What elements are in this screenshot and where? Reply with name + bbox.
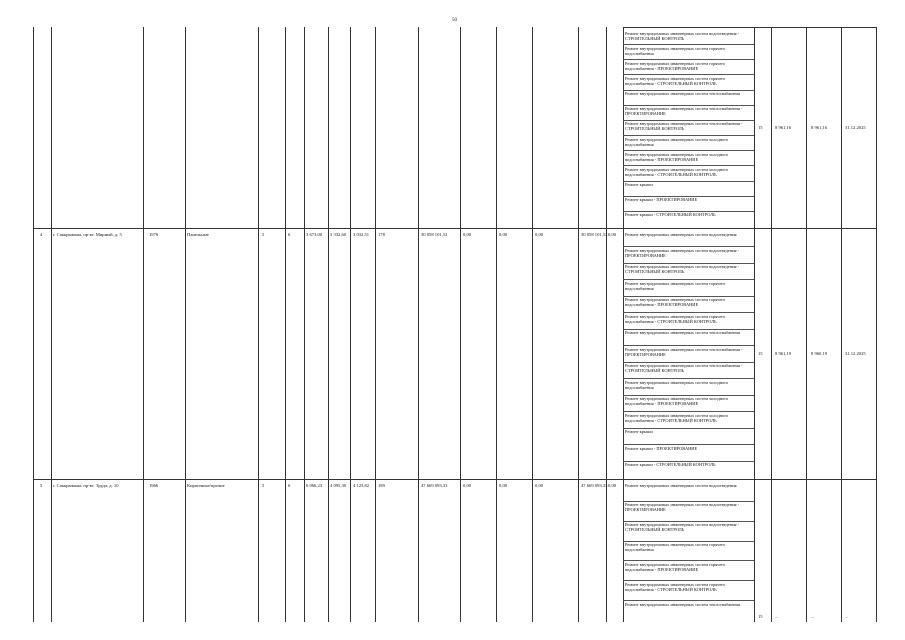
- cell-value: 0,00: [608, 483, 617, 488]
- cell-value: Кирпичные/прочие: [187, 483, 225, 488]
- row-number: 4: [40, 232, 43, 237]
- column-rule: [606, 27, 607, 622]
- cell-value: 47 669 093,33: [581, 483, 608, 488]
- work-item: Ремонт внутридомовых инженерных систем водоотведения: [625, 482, 737, 488]
- cell-value: 4 123,82: [353, 483, 370, 488]
- work-item: Ремонт внутридомовых инженерных систем холодного водоснабжения - СТРОИТЕЛЬНЫЙ КОНТРОЛЬ: [625, 166, 729, 177]
- address: г. Саккрымана, пр-кт. Мирный, д. 5: [53, 232, 122, 237]
- tail-value: 15: [758, 350, 763, 356]
- row-rule: [33, 228, 876, 229]
- cell-value: 3 673,00: [306, 232, 323, 237]
- work-item: Ремонт внутридомовых инженерных систем горячего водоснабжения - ПРОЕКТИРОВАНИЕ: [625, 297, 726, 308]
- cell-value: 6 066,23: [306, 483, 323, 488]
- column-rule: [258, 27, 259, 622]
- tail-value: 15: [758, 614, 763, 619]
- work-item: Ремонт внутридомовых инженерных систем водоотведения - СТРОИТЕЛЬНЫЙ КОНТРОЛЬ: [625, 30, 740, 41]
- column-rule: [754, 27, 755, 622]
- work-item: Ремонт внутридомовых инженерных систем горячего водоснабжения - ПРОЕКТИРОВАНИЕ: [625, 561, 726, 572]
- work-item: Ремонт крыши: [625, 182, 653, 188]
- column-rule: [841, 27, 842, 622]
- cell-value: 5: [262, 232, 265, 237]
- work-item: Ремонт крыши - СТРОИТЕЛЬНЫЙ КОНТРОЛЬ: [625, 462, 716, 468]
- work-item: Ремонт крыши - ПРОЕКТИРОВАНИЕ: [625, 445, 698, 451]
- column-rule: [33, 27, 34, 622]
- work-item: Ремонт внутридомовых инженерных систем теплоснабжения: [625, 601, 740, 607]
- work-item: Ремонт внутридомовых инженерных систем теплоснабжения - ПРОЕКТИРОВАНИЕ: [625, 346, 743, 357]
- cell-value: 178: [378, 232, 385, 237]
- work-item: Ремонт внутридомовых инженерных систем холодного водоснабжения: [625, 136, 729, 147]
- row-rule: [33, 479, 876, 480]
- work-item: Ремонт крыши - ПРОЕКТИРОВАНИЕ: [625, 197, 698, 203]
- column-rule: [375, 27, 376, 622]
- tail-value: 8 960,19: [811, 350, 828, 356]
- work-item: Ремонт крыши - СТРОИТЕЛЬНЫЙ КОНТРОЛЬ: [625, 212, 716, 218]
- tail-value: ...: [775, 614, 779, 619]
- cell-value: 6: [288, 483, 291, 488]
- column-rule: [496, 27, 497, 622]
- page-number: 50: [452, 18, 457, 23]
- column-rule: [623, 27, 624, 622]
- top-rule: [623, 27, 876, 28]
- work-item: Ремонт внутридомовых инженерных систем теплоснабжения - СТРОИТЕЛЬНЫЙ КОНТРОЛЬ: [625, 121, 743, 132]
- work-item: Ремонт внутридомовых инженерных систем теплоснабжения - ПРОЕКТИРОВАНИЕ: [625, 106, 743, 117]
- work-item: Ремонт внутридомовых инженерных систем теплоснабжения - СТРОИТЕЛЬНЫЙ КОНТРОЛЬ: [625, 363, 743, 374]
- work-item: Ремонт внутридомовых инженерных систем холодного водоснабжения - ПРОЕКТИРОВАНИЕ: [625, 396, 729, 407]
- cell-value: 1976: [149, 232, 159, 237]
- cell-value: 4 095,30: [330, 483, 347, 488]
- cell-value: 1966: [149, 483, 159, 488]
- column-rule: [876, 27, 877, 622]
- tail-value: 15: [758, 124, 763, 130]
- cell-value: 0,00: [463, 483, 472, 488]
- cell-value: 0,00: [463, 232, 472, 237]
- cell-value: 5: [262, 483, 265, 488]
- address: г. Саккрымана, пр-кт. Труда, д. 10: [53, 483, 119, 488]
- work-item: Ремонт внутридомовых инженерных систем горячего водоснабжения: [625, 280, 726, 291]
- work-item: Ремонт внутридомовых инженерных систем горячего водоснабжения: [625, 45, 726, 56]
- work-item: Ремонт внутридомовых инженерных систем холодного водоснабжения: [625, 379, 729, 390]
- column-rule: [143, 27, 144, 622]
- column-rule: [806, 27, 807, 622]
- column-rule: [328, 27, 329, 622]
- cell-value: 47 669 093,33: [421, 483, 448, 488]
- cell-value: 189: [378, 483, 385, 488]
- cell-value: 6: [288, 232, 291, 237]
- work-item: Ремонт внутридомовых инженерных систем водоотведения: [625, 231, 737, 237]
- tail-value: ...: [845, 614, 849, 619]
- work-item: Ремонт внутридомовых инженерных систем водоотведения - ПРОЕКТИРОВАНИЕ: [625, 502, 740, 513]
- column-rule: [350, 27, 351, 622]
- cell-value: 30 058 101,52: [421, 232, 448, 237]
- work-item: Ремонт внутридомовых инженерных систем водоотведения - ПРОЕКТИРОВАНИЕ: [625, 247, 740, 258]
- cell-value: 3 332,60: [330, 232, 347, 237]
- column-rule: [578, 27, 579, 622]
- work-item: Ремонт внутридомовых инженерных систем горячего водоснабжения - СТРОИТЕЛЬНЫЙ КОНТРОЛЬ: [625, 75, 726, 86]
- column-rule: [185, 27, 186, 622]
- work-item: Ремонт внутридомовых инженерных систем водоотведения - СТРОИТЕЛЬНЫЙ КОНТРОЛЬ: [625, 264, 740, 275]
- column-rule: [51, 27, 52, 622]
- tail-value: 8 961,19: [775, 350, 792, 356]
- column-rule: [532, 27, 533, 622]
- column-rule: [771, 27, 772, 622]
- cell-value: 0,00: [499, 232, 508, 237]
- work-item: Ремонт внутридомовых инженерных систем теплоснабжения: [625, 330, 740, 336]
- cell-value: 0,00: [499, 483, 508, 488]
- work-item: Ремонт внутридомовых инженерных систем холодного водоснабжения - ПРОЕКТИРОВАНИЕ: [625, 151, 729, 162]
- tail-value: 8 961,16: [775, 124, 792, 130]
- work-item: Ремонт внутридомовых инженерных систем горячего водоснабжения - СТРОИТЕЛЬНЫЙ КОНТРОЛЬ: [625, 313, 726, 324]
- cell-value: 3 032,51: [353, 232, 370, 237]
- work-item: Ремонт внутридомовых инженерных систем горячего водоснабжения - СТРОИТЕЛЬНЫЙ КОНТРОЛЬ: [625, 581, 726, 592]
- work-item: Ремонт внутридомовых инженерных систем теплоснабжения: [625, 91, 740, 97]
- column-rule: [304, 27, 305, 622]
- column-rule: [460, 27, 461, 622]
- tail-value: 31.12.2025: [845, 350, 866, 356]
- work-item: Ремонт внутридомовых инженерных систем холодного водоснабжения - СТРОИТЕЛЬНЫЙ КОНТРОЛЬ: [625, 412, 729, 423]
- column-rule: [285, 27, 286, 622]
- tail-value: ...: [811, 614, 815, 619]
- row-number: 5: [40, 483, 43, 488]
- work-item: Ремонт внутридомовых инженерных систем горячего водоснабжения - ПРОЕКТИРОВАНИЕ: [625, 60, 726, 71]
- work-item: Ремонт внутридомовых инженерных систем водоотведения - СТРОИТЕЛЬНЫЙ КОНТРОЛЬ: [625, 522, 740, 533]
- work-item: Ремонт крыши: [625, 429, 653, 435]
- cell-value: 0,00: [535, 232, 544, 237]
- cell-value: 0,00: [535, 483, 544, 488]
- cell-value: 0,00: [608, 232, 617, 237]
- cell-value: 30 058 101,52: [581, 232, 608, 237]
- column-rule: [418, 27, 419, 622]
- work-item: Ремонт внутридомовых инженерных систем горячего водоснабжения: [625, 542, 726, 553]
- cell-value: Панельные: [187, 232, 209, 237]
- tail-value: 8 961,16: [811, 124, 828, 130]
- tail-value: 31.12.2025: [845, 124, 866, 130]
